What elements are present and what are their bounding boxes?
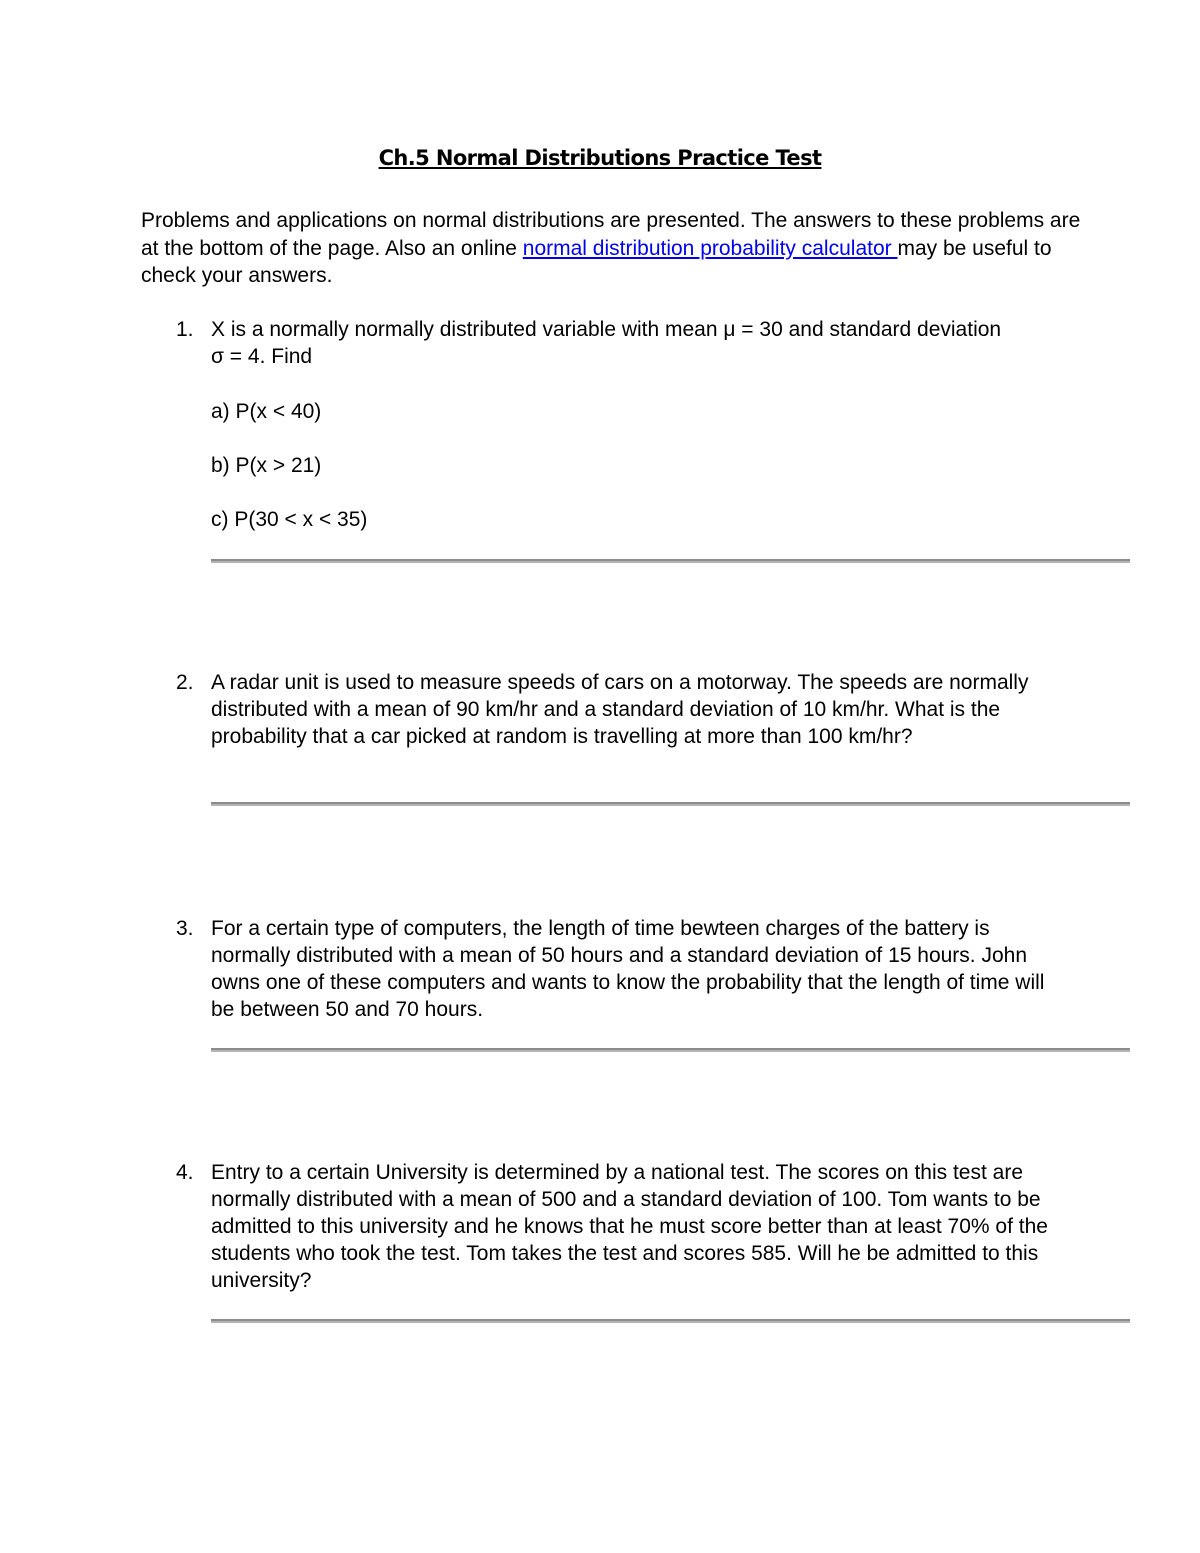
question-1-text: X is a normally normally distributed variable with mean μ = 30 and standard deviation σ = 4. Find: [211, 318, 1002, 368]
answer-line-4: [211, 1319, 1130, 1323]
question-3-number: 3.: [176, 917, 194, 940]
question-4-number: 4.: [176, 1161, 194, 1184]
question-4-text: Entry to a certain University is determined by a national test. The scores on this test are normally distributed with a mean of 500 and a standard deviation of 100. Tom wants to be admitted to this university and he knows that he must score better than at least 70% of the students who took the test. Tom takes the test and scores 585. Will he be admitted to this university?: [211, 1161, 1048, 1292]
question-1-part-a: a) P(x < 40): [211, 400, 322, 423]
answer-line-1: [211, 559, 1130, 563]
question-2-text: A radar unit is used to measure speeds of cars on a motorway. The speeds are normally distributed with a mean of 90 km/hr and a standard deviation of 10 km/hr. What is the probability that a car picked at random is travelling at more than 100 km/hr?: [211, 671, 1029, 748]
question-2-number: 2.: [176, 671, 194, 694]
intro-text-end: may be useful to check your answers.: [141, 236, 1052, 287]
page-title: Ch.5 Normal Distributions Practice Test: [378, 146, 822, 170]
intro-text: Problems and applications on normal distributions are presented. The answers to these problems are at the bottom of the page. Also an online: [141, 209, 1081, 260]
question-3-text: For a certain type of computers, the length of time bewteen charges of the battery is normally distributed with a mean of 50 hours and a standard deviation of 15 hours. John owns one of these computers and wants to know the probability that the length of time will be between 50 and 70 hours.: [211, 917, 1045, 1021]
question-1-part-b: b) P(x > 21): [211, 454, 322, 477]
answer-line-2: [211, 802, 1130, 806]
intro-paragraph: [141, 207, 1081, 290]
question-1-part-c: c) P(30 < x < 35): [211, 508, 368, 531]
answer-line-3: [211, 1048, 1130, 1052]
question-1-number: 1.: [176, 318, 194, 341]
calculator-link[interactable]: normal distribution probability calculator: [522, 236, 898, 260]
